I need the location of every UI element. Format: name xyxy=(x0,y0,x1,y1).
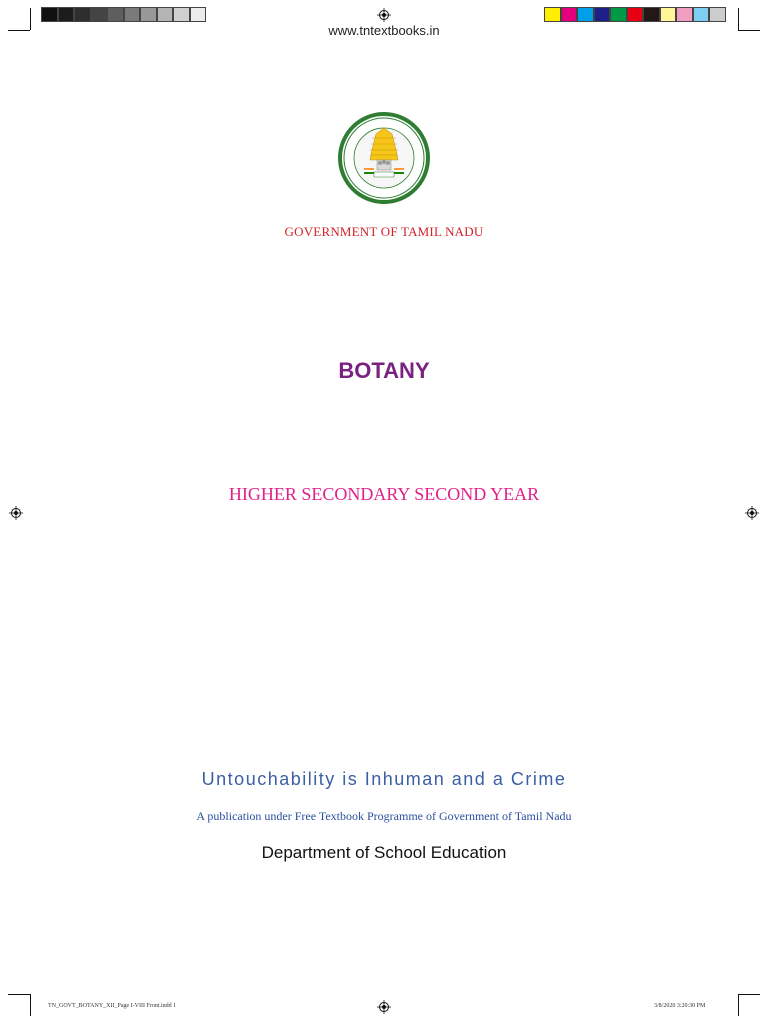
gray-color-bar xyxy=(41,7,206,22)
process-swatch-3 xyxy=(577,7,594,22)
subject-title: BOTANY xyxy=(338,358,430,383)
registration-mark-icon xyxy=(377,1000,391,1014)
publication-note: A publication under Free Textbook Programme of Government of Tamil Nadu xyxy=(196,809,572,823)
gray-swatch-5 xyxy=(107,7,124,22)
process-swatch-11 xyxy=(709,7,726,22)
process-swatch-8 xyxy=(660,7,677,22)
process-swatch-6 xyxy=(627,7,644,22)
government-title: GOVERNMENT OF TAMIL NADU xyxy=(284,224,484,239)
registration-mark-icon xyxy=(745,506,759,520)
process-swatch-1 xyxy=(544,7,561,22)
gray-swatch-7 xyxy=(140,7,157,22)
file-timestamp: 3/8/2020 3:20:30 PM xyxy=(654,1003,706,1009)
tamil-nadu-emblem-icon xyxy=(336,110,432,206)
gray-swatch-1 xyxy=(41,7,58,22)
crop-mark-br-h xyxy=(738,994,760,995)
registration-mark-icon xyxy=(377,8,391,22)
gray-swatch-2 xyxy=(58,7,75,22)
gray-swatch-4 xyxy=(91,7,108,22)
registration-mark-icon xyxy=(9,506,23,520)
gray-swatch-8 xyxy=(157,7,174,22)
gray-swatch-10 xyxy=(190,7,207,22)
class-level-title: HIGHER SECONDARY SECOND YEAR xyxy=(228,484,540,504)
file-slug: TN_GOVT_BOTANY_XII_Page I-VIII Front.indd 1 xyxy=(48,1003,177,1009)
gray-swatch-9 xyxy=(173,7,190,22)
process-swatch-5 xyxy=(610,7,627,22)
crop-mark-bl-h xyxy=(8,994,30,995)
crop-mark-br-v xyxy=(738,994,739,1016)
website-url[interactable]: www.tntextbooks.in xyxy=(328,23,440,38)
process-swatch-7 xyxy=(643,7,660,22)
process-swatch-10 xyxy=(693,7,710,22)
process-swatch-2 xyxy=(561,7,578,22)
department-name: Department of School Education xyxy=(261,843,507,862)
gray-swatch-3 xyxy=(74,7,91,22)
crop-mark-bl-v xyxy=(30,994,31,1016)
process-swatch-4 xyxy=(594,7,611,22)
process-swatch-9 xyxy=(676,7,693,22)
process-color-bar xyxy=(544,7,726,22)
slogan-text: Untouchability is Inhuman and a Crime xyxy=(201,769,567,789)
gray-swatch-6 xyxy=(124,7,141,22)
